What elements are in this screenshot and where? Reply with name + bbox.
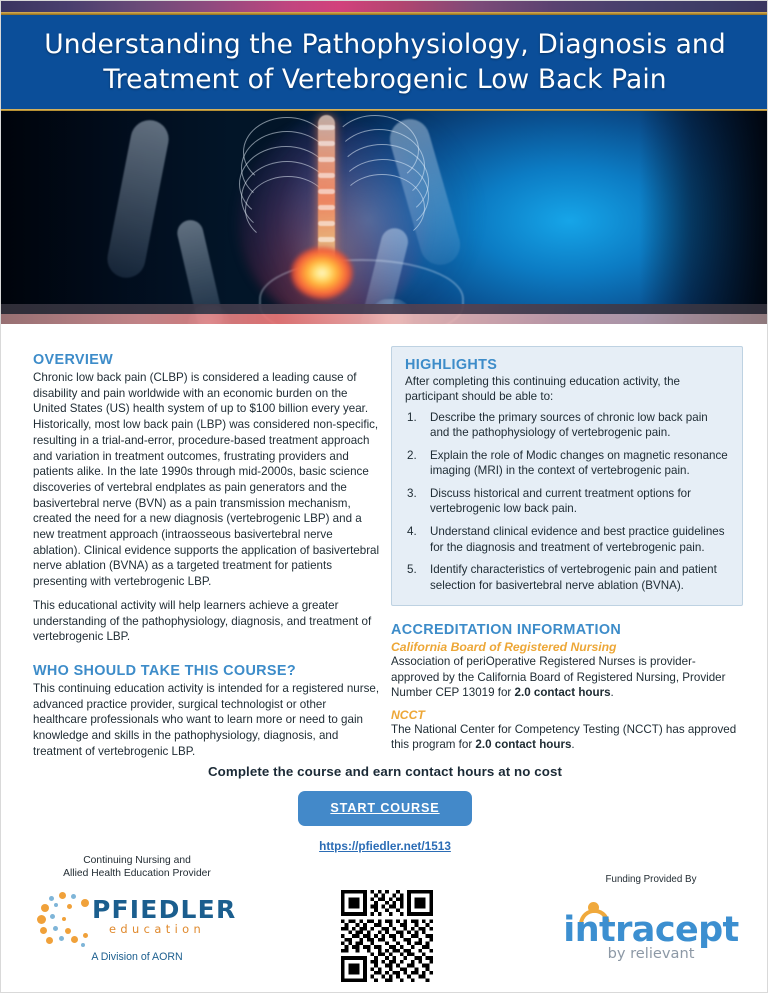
list-item: [405, 448, 730, 479]
hero-bottom-bar: [1, 304, 768, 314]
highlights-heading: HIGHLIGHTS: [405, 357, 498, 373]
objective-text: Explain the role of Modic changes on magnetic resonance imaging (MRI) in the context of vertebrogenic pain.: [430, 448, 728, 478]
accreditation-text-ncct-after: .: [571, 738, 575, 752]
objective-number: 3.: [407, 486, 417, 500]
pfiedler-dots-icon: [37, 891, 99, 949]
objectives-list: [405, 410, 730, 593]
hero-bottom-glow-strip: [1, 314, 768, 324]
accreditation-section: [391, 622, 743, 753]
call-to-action: [1, 764, 768, 853]
footer-provider-block: [27, 854, 247, 963]
objective-number: 2.: [407, 448, 417, 462]
footer-funding-block: [541, 874, 761, 964]
accreditation-text-ncct: [391, 722, 743, 753]
pain-hotspot-glow: [291, 247, 353, 299]
funding-caption: Funding Provided By: [605, 874, 697, 885]
highlights-intro: After completing this continuing education activity, the participant should be able to:: [405, 375, 680, 404]
title-banner: [1, 15, 768, 109]
overview-paragraph-2: This educational activity will help learners achieve a greater understanding of the pathophysiology, diagnosis, and treatment of vertebrogenic LBP.: [33, 598, 372, 644]
accreditation-subheading-crn: California Board of Registered Nursing: [391, 640, 617, 655]
pfiedler-subword: education: [109, 921, 206, 936]
list-item: [405, 562, 730, 593]
list-item: [405, 410, 730, 441]
list-item: [405, 524, 730, 555]
footer: [1, 848, 768, 988]
objective-number: 4.: [407, 525, 417, 538]
cta-tagline: Complete the course and earn contact hours at no cost: [207, 764, 563, 779]
objective-text: Understand clinical evidence and best practice guidelines for the diagnosis and treatment of vertebrogenic pain.: [430, 525, 725, 554]
intracept-wordmark: intracept: [563, 909, 739, 950]
page-title: Understanding the Pathophysiology, Diagnosis and Treatment of Vertebrogenic Low Back Pain: [44, 28, 726, 95]
footer-qr-block: [328, 890, 446, 982]
accreditation-subheading-ncct: NCCT: [391, 707, 425, 722]
accreditation-text-ncct-before: The National Center for Competency Testing (NCCT) has approved this program for: [391, 722, 737, 752]
objective-number: 1.: [407, 410, 417, 424]
pfiedler-education-logo: [37, 891, 237, 949]
qr-code-icon[interactable]: [341, 890, 433, 982]
accreditation-text-crn: [391, 654, 743, 701]
accreditation-hours-ncct: 2.0 contact hours: [475, 738, 572, 752]
start-course-button[interactable]: START COURSE: [298, 791, 471, 826]
top-decorative-strip: [1, 1, 768, 12]
accreditation-hours-crn: 2.0 contact hours: [514, 686, 611, 700]
accreditation-heading: ACCREDITATION INFORMATION: [391, 622, 622, 639]
provider-caption-line-2: Allied Health Education Provider: [63, 868, 211, 880]
left-column: [33, 352, 381, 759]
right-column: [391, 346, 743, 753]
objective-text: Identify characteristics of vertebrogenic pain and patient selection for basivertebral nerve ablation (BVNA).: [430, 563, 717, 592]
hero-image-lower-back-pain: [1, 109, 768, 324]
provider-caption-line-1: Continuing Nursing and: [83, 855, 191, 866]
overview-paragraph-1: Chronic low back pain (CLBP) is considered a leading cause of disability and pain worldwide with an economic burden on the United States (US) health system of up to $100 billion every year. Historically, most low back pain (LBP) was considered non-specific, resulting in a trial-and-error, procedure-based treatment approach and variation in treatment outcomes, frustrating providers and patients alike. In the late 1990s through mid-2000s, basic science discoveries of vertebral endplates as pain generators and the basivertebral nerve (BVN) as a pain transmission mechanism, created the need for a new diagnosis (vertebrogenic LBP) and a new treatment approach (intraosseous basivertebral nerve ablation). Clinical evidence supports the application of basivertebral nerve ablation (BVNA) as a targeted treatment for patients presenting with vertebrogenic LBP.: [33, 371, 380, 589]
list-item: [405, 486, 730, 517]
overview-heading: OVERVIEW: [33, 352, 114, 368]
accreditation-text-crn-after: .: [610, 686, 614, 700]
pfiedler-wordmark: PFIEDLER: [92, 894, 237, 924]
gold-divider-rule-hero: [1, 109, 768, 111]
highlights-card: [391, 346, 743, 606]
objective-number: 5.: [407, 563, 417, 577]
objective-text: Discuss historical and current treatment options for vertebrogenic low back pain.: [430, 486, 691, 516]
objective-text: Describe the primary sources of chronic low back pain and the pathophysiology of vertebrogenic pain.: [430, 410, 708, 440]
pfiedler-division-text: A Division of AORN: [91, 950, 183, 963]
accreditation-text-crn-before: Association of periOperative Registered Nurses is provider-approved by the California Board of Registered Nursing, Provider Number CEP 13019 for: [391, 655, 726, 700]
intracept-subword: by relievant: [607, 944, 695, 962]
content-area: [1, 324, 768, 993]
intracept-logo: [548, 898, 754, 964]
hero-vignette-right: [639, 109, 768, 324]
course-url-link[interactable]: https://pfiedler.net/1513: [319, 839, 451, 853]
audience-heading: WHO SHOULD TAKE THIS COURSE?: [33, 662, 296, 679]
audience-paragraph: This continuing education activity is intended for a registered nurse, advanced practice provider, surgical technologist or other healthcare professionals who want to learn more or need to gain knowledge and skills in the pathophysiology, diagnosis, and treatment of vertebrogenic LBP.: [33, 681, 380, 758]
